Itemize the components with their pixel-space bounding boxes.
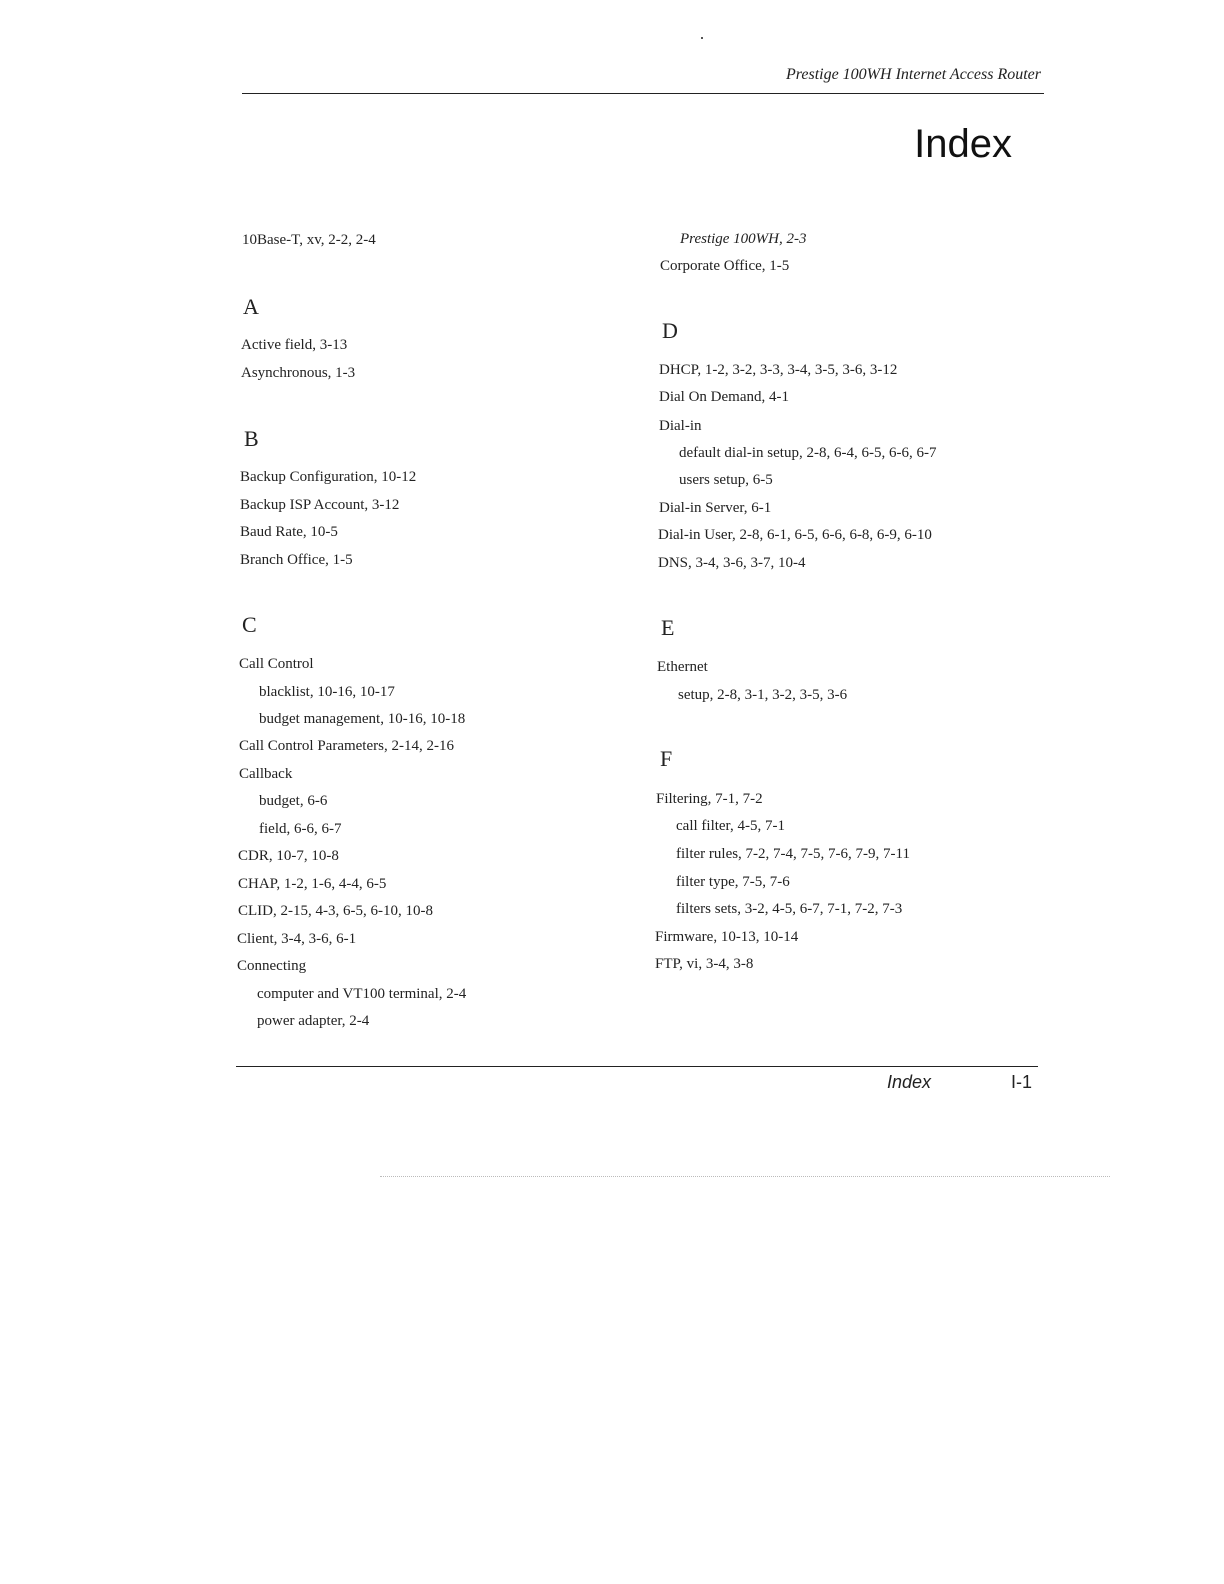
index-subentry: computer and VT100 terminal, 2-4 — [257, 986, 467, 1002]
index-subentry: filter rules, 7-2, 7-4, 7-5, 7-6, 7-9, 7-11 — [676, 846, 910, 862]
index-entry: DHCP, 1-2, 3-2, 3-3, 3-4, 3-5, 3-6, 3-12 — [659, 362, 898, 378]
section-letter-c: C — [242, 612, 257, 637]
index-entry: 10Base-T, xv, 2-2, 2-4 — [242, 232, 376, 248]
index-subentry: blacklist, 10-16, 10-17 — [259, 684, 395, 700]
section-letter-d: D — [662, 318, 678, 343]
index-subentry: Prestige 100WH, 2-3 — [680, 231, 807, 247]
index-subentry: filter type, 7-5, 7-6 — [676, 874, 790, 890]
index-entry: Call Control — [239, 656, 314, 672]
index-subentry: call filter, 4-5, 7-1 — [676, 818, 785, 834]
section-letter-f: F — [660, 746, 673, 771]
section-letter-b: B — [244, 426, 259, 451]
footer-page-number: I-1 — [1011, 1072, 1033, 1092]
index-entry: Dial On Demand, 4-1 — [659, 389, 789, 405]
index-subentry: field, 6-6, 6-7 — [259, 821, 342, 837]
index-entry: Filtering, 7-1, 7-2 — [656, 791, 763, 807]
index-subentry: setup, 2-8, 3-1, 3-2, 3-5, 3-6 — [678, 687, 848, 703]
index-entry: Dial-in Server, 6-1 — [659, 500, 772, 516]
index-entry: Firmware, 10-13, 10-14 — [655, 929, 799, 945]
running-header-title: Prestige 100WH Internet Access Router — [785, 66, 1041, 83]
footer-rule — [236, 1066, 1038, 1067]
index-entry: FTP, vi, 3-4, 3-8 — [655, 956, 754, 972]
index-entry: Call Control Parameters, 2-14, 2-16 — [239, 738, 454, 754]
index-entry: Dial-in User, 2-8, 6-1, 6-5, 6-6, 6-8, 6-9, 6-10 — [658, 527, 932, 543]
section-letter-e: E — [661, 615, 675, 640]
index-entry: Active field, 3-13 — [241, 337, 348, 353]
index-entry: Backup ISP Account, 3-12 — [240, 497, 400, 513]
index-entry: Branch Office, 1-5 — [240, 552, 353, 568]
scan-artifact-line — [380, 1176, 1110, 1177]
index-subentry: default dial-in setup, 2-8, 6-4, 6-5, 6-6, 6-7 — [679, 445, 937, 461]
scan-speck — [701, 37, 703, 39]
index-subentry: power adapter, 2-4 — [257, 1013, 370, 1029]
index-entry: CHAP, 1-2, 1-6, 4-4, 6-5 — [238, 876, 387, 892]
section-letter-a: A — [243, 294, 259, 319]
index-subentry: budget management, 10-16, 10-18 — [259, 711, 466, 727]
index-entry: CLID, 2-15, 4-3, 6-5, 6-10, 10-8 — [238, 903, 433, 919]
footer-section-label: Index — [887, 1072, 932, 1092]
index-entry: Ethernet — [657, 659, 708, 675]
page-heading: Index — [914, 122, 1012, 166]
index-entry: DNS, 3-4, 3-6, 3-7, 10-4 — [658, 555, 806, 571]
header-rule — [242, 93, 1044, 94]
index-entry: CDR, 10-7, 10-8 — [238, 848, 339, 864]
index-entry: Corporate Office, 1-5 — [660, 258, 790, 274]
index-entry: Backup Configuration, 10-12 — [240, 469, 417, 485]
index-subentry: users setup, 6-5 — [679, 472, 773, 488]
index-entry: Baud Rate, 10-5 — [240, 524, 338, 540]
index-entry: Asynchronous, 1-3 — [241, 365, 356, 381]
index-subentry: budget, 6-6 — [259, 793, 328, 809]
index-entry: Client, 3-4, 3-6, 6-1 — [237, 931, 357, 947]
index-entry: Dial-in — [659, 418, 702, 434]
index-entry: Callback — [239, 766, 293, 782]
index-entry: Connecting — [237, 958, 307, 974]
index-subentry: filters sets, 3-2, 4-5, 6-7, 7-1, 7-2, 7-3 — [676, 901, 903, 917]
